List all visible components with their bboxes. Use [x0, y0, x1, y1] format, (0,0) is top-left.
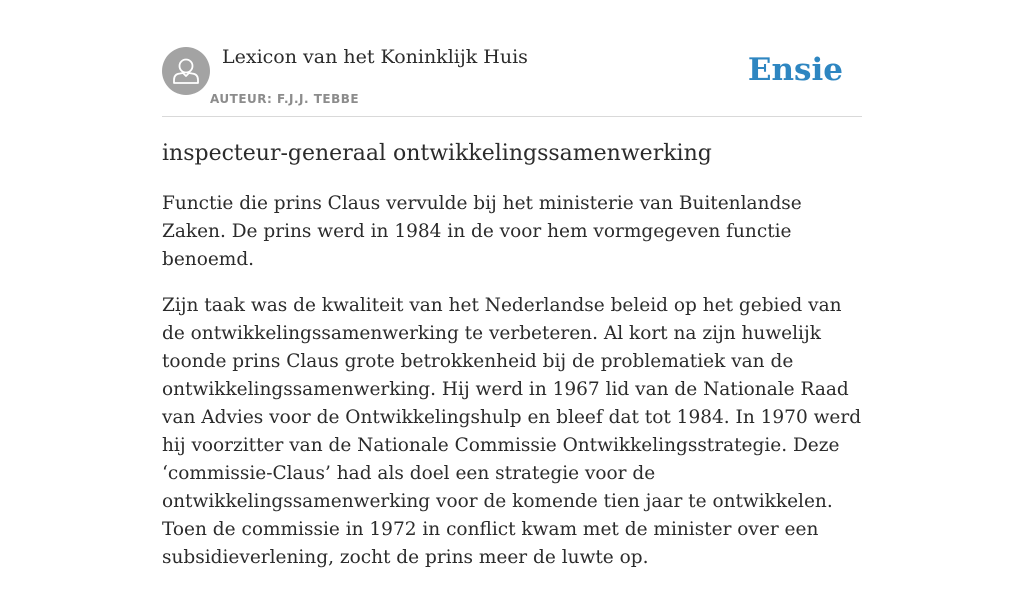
author-name[interactable]: AUTEUR: F.J.J. TEBBE	[210, 92, 360, 106]
user-icon	[162, 47, 210, 95]
article-header	[162, 46, 862, 117]
lexicon-title[interactable]: Lexicon van het Koninklijk Huis	[222, 46, 528, 68]
entry-title: inspecteur-generaal ontwikkelingssamenwerking	[162, 141, 712, 166]
author-avatar[interactable]	[162, 47, 210, 95]
article-paragraph-2: Zijn taak was de kwaliteit van het Nederlandse beleid op het gebied van de ontwikkelingssamenwerking te verbeteren. Al kort na zijn huwelijk toonde prins Claus grote betrokkenheid bij de problematiek van de ontwikkelingssamenwerking. Hij werd in 1967 lid van de Nationale Raad van Advies voor de Ontwikkelingshulp en bleef dat tot 1984. In 1970 werd hij voorzitter van de Nationale Commissie Ontwikkelingsstrategie. Deze ‘commissie-Claus’ had als doel een strategie voor de ontwikkelingssamenwerking voor de komende tien jaar te ontwikkelen. Toen de commissie in 1972 in conflict kwam met de minister over een subsidieverlening, zocht de prins meer de luwte op.	[162, 295, 862, 568]
article-paragraph-1: Functie die prins Claus vervulde bij het ministerie van Buitenlandse Zaken. De prins werd in 1984 in de voor hem vormgegeven functie benoemd.	[162, 193, 802, 270]
brand-logo[interactable]: Ensie	[747, 52, 843, 88]
article-body	[162, 138, 864, 590]
